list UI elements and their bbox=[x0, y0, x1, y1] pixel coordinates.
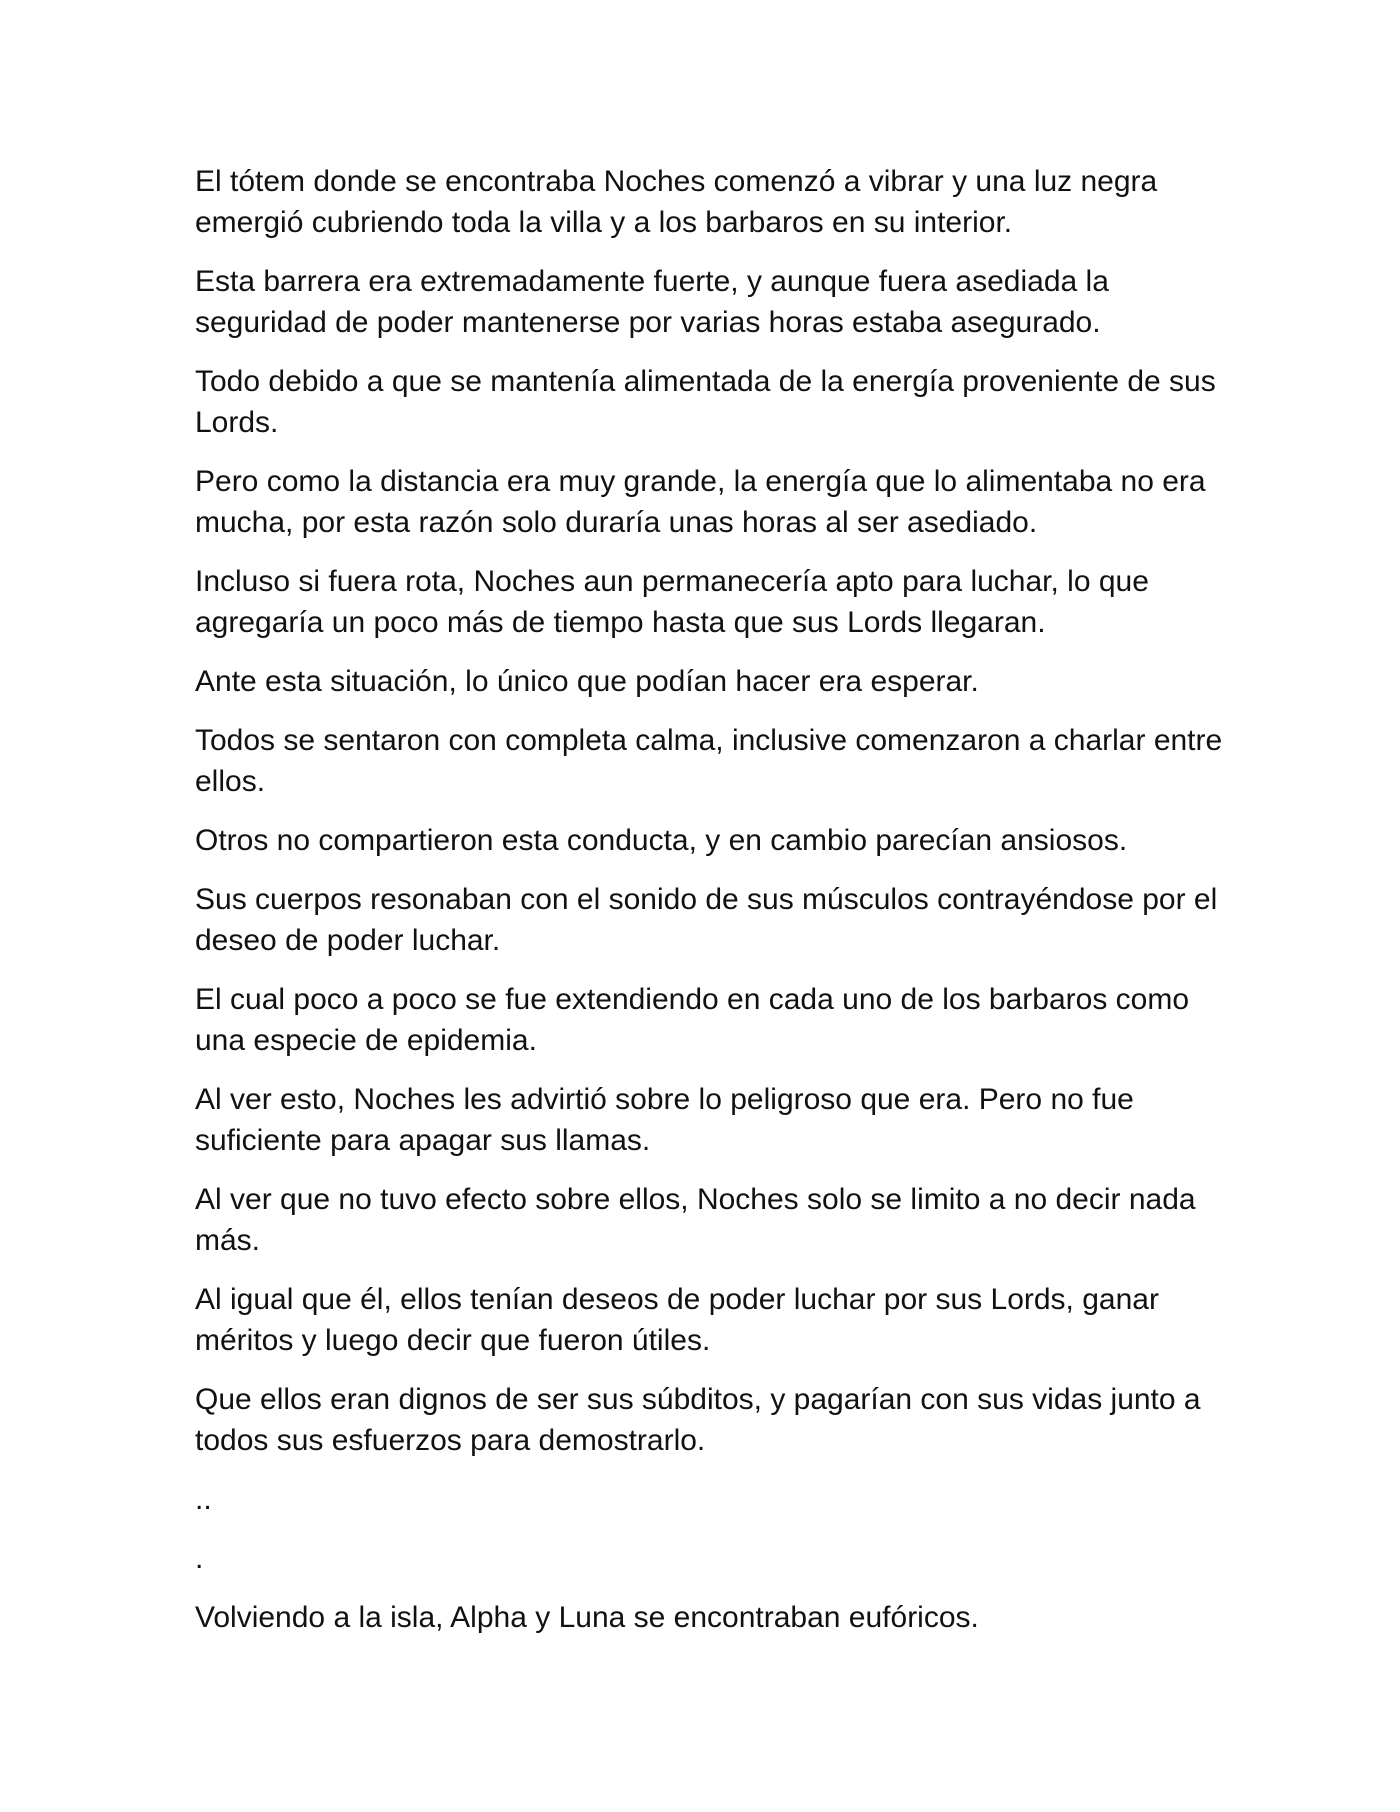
paragraph: Sus cuerpos resonaban con el sonido de sus músculos contrayéndose por el deseo de poder luchar. bbox=[195, 883, 1218, 957]
paragraph: El cual poco a poco se fue extendiendo en cada uno de los barbaros como una especie de epidemia. bbox=[195, 983, 1190, 1057]
paragraph: Pero como la distancia era muy grande, la energía que lo alimentaba no era mucha, por esta razón solo duraría unas horas al ser asediado. bbox=[195, 465, 1206, 539]
paragraph: Al ver que no tuvo efecto sobre ellos, Noches solo se limito a no decir nada más. bbox=[195, 1183, 1196, 1257]
paragraph: Que ellos eran dignos de ser sus súbditos, y pagarían con sus vidas junto a todos sus esfuerzos para demostrarlo. bbox=[195, 1383, 1201, 1457]
paragraph: Al ver esto, Noches les advirtió sobre lo peligroso que era. Pero no fue suficiente para apagar sus llamas. bbox=[195, 1083, 1134, 1157]
section-separator: .. bbox=[195, 1483, 212, 1516]
paragraph: Otros no compartieron esta conducta, y en cambio parecían ansiosos. bbox=[195, 824, 1128, 857]
paragraph: Volviendo a la isla, Alpha y Luna se encontraban eufóricos. bbox=[195, 1601, 979, 1634]
paragraph: Incluso si fuera rota, Noches aun permanecería apto para luchar, lo que agregaría un poco más de tiempo hasta que sus Lords llegaran. bbox=[195, 565, 1149, 639]
paragraph: Esta barrera era extremadamente fuerte, y aunque fuera asediada la seguridad de poder mantenerse por varias horas estaba asegurado. bbox=[195, 265, 1109, 339]
section-separator: . bbox=[195, 1542, 204, 1575]
document-body bbox=[195, 161, 1235, 1656]
paragraph: Todos se sentaron con completa calma, inclusive comenzaron a charlar entre ellos. bbox=[195, 724, 1223, 798]
paragraph: El tótem donde se encontraba Noches comenzó a vibrar y una luz negra emergió cubriendo toda la villa y a los barbaros en su interior. bbox=[195, 165, 1158, 239]
paragraph: Al igual que él, ellos tenían deseos de poder luchar por sus Lords, ganar méritos y luego decir que fueron útiles. bbox=[195, 1283, 1159, 1357]
paragraph: Todo debido a que se mantenía alimentada de la energía proveniente de sus Lords. bbox=[195, 365, 1216, 439]
paragraph: Ante esta situación, lo único que podían hacer era esperar. bbox=[195, 665, 979, 698]
